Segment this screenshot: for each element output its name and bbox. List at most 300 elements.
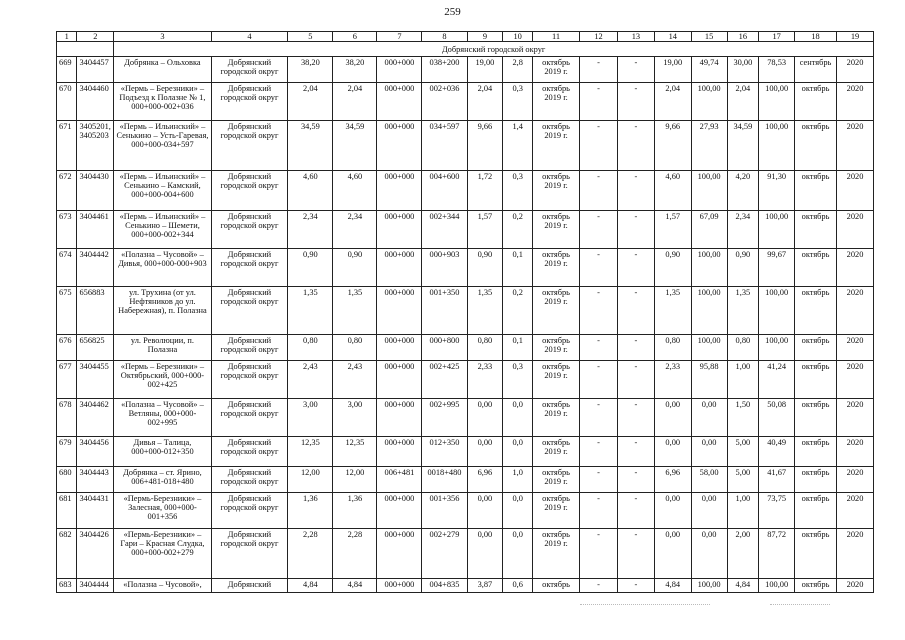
table-cell-col-3: Дивья – Талица, 000+000-012+350 [114, 437, 211, 467]
table-cell-col-14: 4,84 [654, 579, 691, 593]
column-number: 16 [727, 32, 759, 42]
table-cell-col-10: 0,6 [503, 579, 533, 593]
table-cell-col-4: Добрянский городской округ [211, 211, 288, 249]
table-cell-col-14: 0,00 [654, 529, 691, 579]
table-cell-col-8: 002+344 [422, 211, 467, 249]
table-cell-col-6: 2,43 [333, 361, 377, 399]
column-number: 10 [503, 32, 533, 42]
table-cell-col-1: 681 [57, 493, 77, 529]
table-cell-col-1: 674 [57, 249, 77, 287]
table-cell-col-13: - [617, 57, 654, 83]
table-cell-col-11: октябрь [533, 579, 580, 593]
table-cell-col-12: - [580, 399, 618, 437]
table-cell-col-5: 0,80 [288, 335, 333, 361]
table-cell-col-19: 2020 [837, 121, 874, 171]
table-cell-col-4: Добрянский [211, 579, 288, 593]
table-cell-col-3: «Пермь – Ильинский» – Сенькино – Шемети, 000+000-002+344 [114, 211, 211, 249]
table-cell-col-9: 0,00 [467, 529, 503, 579]
table-cell-col-7: 000+000 [377, 529, 422, 579]
table-cell-col-12: - [580, 437, 618, 467]
table-cell-col-3: «Пермь-Березники» – Залесная, 000+000-001+356 [114, 493, 211, 529]
table-cell-col-7: 000+000 [377, 57, 422, 83]
table-cell-col-11: октябрь 2019 г. [533, 121, 580, 171]
column-number: 3 [114, 32, 211, 42]
table-cell-col-8: 000+903 [422, 249, 467, 287]
table-cell-col-15: 0,00 [691, 529, 727, 579]
table-cell-col-13: - [617, 171, 654, 211]
table-cell-col-12: - [580, 121, 618, 171]
table-cell-col-14: 6,96 [654, 467, 691, 493]
table-cell-col-7: 000+000 [377, 437, 422, 467]
table-cell-col-11: октябрь 2019 г. [533, 171, 580, 211]
table-cell-col-9: 2,33 [467, 361, 503, 399]
table-cell-col-16: 5,00 [727, 437, 759, 467]
table-cell-col-5: 2,28 [288, 529, 333, 579]
table-cell-col-19: 2020 [837, 287, 874, 335]
table-cell-col-1: 675 [57, 287, 77, 335]
table-cell-col-14: 2,33 [654, 361, 691, 399]
table-cell-col-6: 3,00 [333, 399, 377, 437]
table-cell-col-10: 0,2 [503, 211, 533, 249]
table-cell-col-9: 2,04 [467, 83, 503, 121]
table-cell-col-12: - [580, 287, 618, 335]
table-cell-col-12: - [580, 83, 618, 121]
table-cell-col-8: 000+800 [422, 335, 467, 361]
table-cell-col-18: октябрь [795, 171, 837, 211]
table-cell-col-14: 9,66 [654, 121, 691, 171]
table-cell-col-10: 0,0 [503, 493, 533, 529]
table-row [57, 211, 874, 249]
table-cell-col-11: октябрь 2019 г. [533, 529, 580, 579]
table-cell-col-3: ул. Трухина (от ул. Нефтяников до ул. Набережная), п. Полазна [114, 287, 211, 335]
table-cell-col-14: 0,90 [654, 249, 691, 287]
table-row [57, 399, 874, 437]
table-cell-col-1: 677 [57, 361, 77, 399]
column-number: 15 [691, 32, 727, 42]
table-cell-col-4: Добрянский городской округ [211, 467, 288, 493]
table-cell-col-14: 0,80 [654, 335, 691, 361]
table-cell-col-5: 2,04 [288, 83, 333, 121]
table-cell-col-6: 0,80 [333, 335, 377, 361]
table-cell-col-15: 0,00 [691, 437, 727, 467]
table-cell-col-6: 12,00 [333, 467, 377, 493]
table-cell-col-13: - [617, 287, 654, 335]
table-cell-col-7: 000+000 [377, 287, 422, 335]
table-cell-col-17: 50,08 [759, 399, 795, 437]
table-cell-col-19: 2020 [837, 335, 874, 361]
table-cell-col-16: 1,00 [727, 361, 759, 399]
table-cell-col-17: 41,67 [759, 467, 795, 493]
table-cell-col-2: 3404455 [77, 361, 114, 399]
table-cell-col-6: 4,60 [333, 171, 377, 211]
table-cell-col-13: - [617, 579, 654, 593]
table-cell-col-4: Добрянский городской округ [211, 399, 288, 437]
table-cell-col-17: 100,00 [759, 121, 795, 171]
table-cell-col-7: 000+000 [377, 121, 422, 171]
table-cell-col-19: 2020 [837, 467, 874, 493]
table-cell-col-4: Добрянский городской округ [211, 437, 288, 467]
table-cell-col-19: 2020 [837, 437, 874, 467]
table-cell-col-16: 1,00 [727, 493, 759, 529]
table-cell-col-14: 0,00 [654, 437, 691, 467]
table-cell-col-9: 0,80 [467, 335, 503, 361]
table-cell-col-2: 3404456 [77, 437, 114, 467]
table-cell-col-3: Добрянка – ст. Ярино, 006+481-018+480 [114, 467, 211, 493]
table-cell-col-10: 1,4 [503, 121, 533, 171]
table-cell-col-14: 1,35 [654, 287, 691, 335]
table-cell-col-13: - [617, 399, 654, 437]
table-cell-col-10: 0,1 [503, 335, 533, 361]
table-cell-col-5: 3,00 [288, 399, 333, 437]
table-cell-col-6: 1,36 [333, 493, 377, 529]
table-cell-col-15: 100,00 [691, 579, 727, 593]
table-cell-col-6: 34,59 [333, 121, 377, 171]
column-number: 6 [333, 32, 377, 42]
table-row [57, 249, 874, 287]
table-cell-col-19: 2020 [837, 83, 874, 121]
table-cell-col-9: 3,87 [467, 579, 503, 593]
column-number: 13 [617, 32, 654, 42]
table-cell-col-16: 2,34 [727, 211, 759, 249]
table-cell-col-17: 40,49 [759, 437, 795, 467]
table-cell-col-14: 19,00 [654, 57, 691, 83]
table-cell-col-9: 1,57 [467, 211, 503, 249]
table-cell-col-5: 1,36 [288, 493, 333, 529]
table-cell-col-6: 2,34 [333, 211, 377, 249]
table-cell-col-7: 000+000 [377, 335, 422, 361]
column-number: 4 [211, 32, 288, 42]
table-cell-col-3: «Пермь – Ильинский» – Сенькино – Усть-Гаревая, 000+000-034+597 [114, 121, 211, 171]
table-cell-col-9: 0,00 [467, 437, 503, 467]
table-cell-col-11: октябрь 2019 г. [533, 361, 580, 399]
column-number: 2 [77, 32, 114, 42]
table-cell-col-1: 670 [57, 83, 77, 121]
table-cell-col-16: 5,00 [727, 467, 759, 493]
table-cell-col-12: - [580, 335, 618, 361]
table-cell-col-19: 2020 [837, 249, 874, 287]
table-cell-col-8: 002+425 [422, 361, 467, 399]
table-cell-col-10: 0,0 [503, 399, 533, 437]
table-row [57, 335, 874, 361]
table-row [57, 287, 874, 335]
table-cell-col-1: 683 [57, 579, 77, 593]
table-cell-col-10: 0,3 [503, 171, 533, 211]
table-cell-col-1: 673 [57, 211, 77, 249]
table-cell-col-12: - [580, 579, 618, 593]
table-cell-col-16: 1,50 [727, 399, 759, 437]
table-cell-col-6: 2,28 [333, 529, 377, 579]
table-row [57, 579, 874, 593]
table-cell-col-12: - [580, 211, 618, 249]
table-cell-col-13: - [617, 335, 654, 361]
column-number: 5 [288, 32, 333, 42]
table-cell-col-9: 19,00 [467, 57, 503, 83]
table-cell-col-15: 100,00 [691, 171, 727, 211]
page-number: 259 [444, 6, 461, 18]
table-cell-col-9: 1,72 [467, 171, 503, 211]
table-cell-col-8: 001+356 [422, 493, 467, 529]
table-cell-col-5: 1,35 [288, 287, 333, 335]
table-cell-col-2: 3404443 [77, 467, 114, 493]
table-cell-col-3: «Пермь-Березники» – Гари – Красная Слудка, 000+000-002+279 [114, 529, 211, 579]
scan-artifact [580, 604, 710, 606]
table-cell-col-18: октябрь [795, 437, 837, 467]
table-cell-col-6: 38,20 [333, 57, 377, 83]
table-cell-col-11: октябрь 2019 г. [533, 83, 580, 121]
table-cell-col-15: 100,00 [691, 83, 727, 121]
scan-artifact [770, 604, 830, 606]
table-cell-col-2: 3404460 [77, 83, 114, 121]
table-cell-col-16: 34,59 [727, 121, 759, 171]
table-cell-col-5: 4,60 [288, 171, 333, 211]
table-cell-col-19: 2020 [837, 171, 874, 211]
table-cell-col-2: 3404444 [77, 579, 114, 593]
table-cell-col-19: 2020 [837, 529, 874, 579]
table-cell-col-12: - [580, 171, 618, 211]
table-cell-col-7: 006+481 [377, 467, 422, 493]
table-cell-col-14: 0,00 [654, 493, 691, 529]
table-cell-col-9: 0,90 [467, 249, 503, 287]
table-cell-col-18: октябрь [795, 579, 837, 593]
table-cell-col-11: октябрь 2019 г. [533, 211, 580, 249]
table-cell-col-3: «Полазна – Чусовой» – Ветляны, 000+000-002+995 [114, 399, 211, 437]
table-cell-col-16: 1,35 [727, 287, 759, 335]
table-cell-col-13: - [617, 437, 654, 467]
table-cell-col-1: 672 [57, 171, 77, 211]
column-number: 14 [654, 32, 691, 42]
table-cell-col-10: 1,0 [503, 467, 533, 493]
table-cell-col-8: 034+597 [422, 121, 467, 171]
table-cell-col-2: 3404431 [77, 493, 114, 529]
table-cell-col-8: 002+036 [422, 83, 467, 121]
table-cell-col-8: 004+600 [422, 171, 467, 211]
table-cell-col-2: 3404457 [77, 57, 114, 83]
table-cell-col-8: 001+350 [422, 287, 467, 335]
table-row [57, 121, 874, 171]
table-cell-col-1: 669 [57, 57, 77, 83]
table-cell-col-17: 91,30 [759, 171, 795, 211]
column-number: 1 [57, 32, 77, 42]
table-cell-col-3: «Пермь – Березники» – Октябрьский, 000+000-002+425 [114, 361, 211, 399]
table-cell-col-11: октябрь 2019 г. [533, 493, 580, 529]
table-cell-col-6: 1,35 [333, 287, 377, 335]
group-title: Добрянский городской округ [114, 42, 874, 57]
table-cell-col-11: октябрь 2019 г. [533, 57, 580, 83]
table-cell-col-17: 100,00 [759, 579, 795, 593]
table-cell-col-3: ул. Революции, п. Полазна [114, 335, 211, 361]
table-cell-col-5: 12,35 [288, 437, 333, 467]
table-cell-col-19: 2020 [837, 399, 874, 437]
table-cell-col-16: 0,80 [727, 335, 759, 361]
table-cell-col-10: 0,1 [503, 249, 533, 287]
table-row [57, 437, 874, 467]
table-cell-col-9: 0,00 [467, 399, 503, 437]
table-cell-col-18: октябрь [795, 335, 837, 361]
table-cell-col-19: 2020 [837, 211, 874, 249]
column-number-row [57, 32, 874, 42]
table-cell-col-4: Добрянский городской округ [211, 335, 288, 361]
table-cell-col-14: 2,04 [654, 83, 691, 121]
table-cell-col-6: 0,90 [333, 249, 377, 287]
table-cell-col-5: 38,20 [288, 57, 333, 83]
table-cell-col-13: - [617, 121, 654, 171]
table-cell-col-19: 2020 [837, 361, 874, 399]
table-cell-col-2: 3404430 [77, 171, 114, 211]
table-cell-col-17: 100,00 [759, 83, 795, 121]
table-row [57, 171, 874, 211]
table-cell-col-13: - [617, 361, 654, 399]
table-cell-col-18: октябрь [795, 211, 837, 249]
table-cell-col-16: 4,84 [727, 579, 759, 593]
table-cell-col-2: 3404461 [77, 211, 114, 249]
table-cell-col-8: 002+279 [422, 529, 467, 579]
table-cell-col-18: октябрь [795, 249, 837, 287]
table-cell-col-14: 4,60 [654, 171, 691, 211]
table-cell-col-19: 2020 [837, 493, 874, 529]
group-empty-cell [57, 42, 114, 57]
table-cell-col-4: Добрянский городской округ [211, 171, 288, 211]
column-number: 17 [759, 32, 795, 42]
table-cell-col-13: - [617, 211, 654, 249]
table-cell-col-4: Добрянский городской округ [211, 493, 288, 529]
table-cell-col-9: 0,00 [467, 493, 503, 529]
table-cell-col-7: 000+000 [377, 211, 422, 249]
table-cell-col-10: 0,0 [503, 437, 533, 467]
table-cell-col-5: 4,84 [288, 579, 333, 593]
table-cell-col-12: - [580, 467, 618, 493]
table-cell-col-10: 0,3 [503, 361, 533, 399]
table-cell-col-8: 038+200 [422, 57, 467, 83]
table-cell-col-15: 49,74 [691, 57, 727, 83]
table-cell-col-15: 27,93 [691, 121, 727, 171]
table-cell-col-17: 41,24 [759, 361, 795, 399]
table-cell-col-2: 656825 [77, 335, 114, 361]
table-cell-col-19: 2020 [837, 579, 874, 593]
table-cell-col-9: 9,66 [467, 121, 503, 171]
table-cell-col-2: 3405201, 3405203 [77, 121, 114, 171]
table-row [57, 361, 874, 399]
roads-table [56, 31, 874, 593]
table-cell-col-1: 678 [57, 399, 77, 437]
table-cell-col-17: 100,00 [759, 211, 795, 249]
column-number: 8 [422, 32, 467, 42]
group-row [57, 42, 874, 57]
table-cell-col-11: октябрь 2019 г. [533, 249, 580, 287]
table-cell-col-2: 3404462 [77, 399, 114, 437]
table-cell-col-8: 012+350 [422, 437, 467, 467]
column-number: 9 [467, 32, 503, 42]
table-cell-col-3: «Полазна – Чусовой», [114, 579, 211, 593]
table-cell-col-9: 1,35 [467, 287, 503, 335]
table-cell-col-2: 3404426 [77, 529, 114, 579]
table-cell-col-4: Добрянский городской округ [211, 529, 288, 579]
table-cell-col-15: 100,00 [691, 335, 727, 361]
table-cell-col-4: Добрянский городской округ [211, 249, 288, 287]
table-cell-col-14: 1,57 [654, 211, 691, 249]
table-cell-col-11: октябрь 2019 г. [533, 467, 580, 493]
table-cell-col-18: октябрь [795, 399, 837, 437]
table-cell-col-15: 67,09 [691, 211, 727, 249]
table-cell-col-19: 2020 [837, 57, 874, 83]
table-cell-col-13: - [617, 83, 654, 121]
table-cell-col-18: октябрь [795, 83, 837, 121]
table-cell-col-15: 100,00 [691, 287, 727, 335]
table-cell-col-11: октябрь 2019 г. [533, 399, 580, 437]
table-cell-col-13: - [617, 529, 654, 579]
table-cell-col-5: 0,90 [288, 249, 333, 287]
table-cell-col-10: 2,8 [503, 57, 533, 83]
table-cell-col-8: 0018+480 [422, 467, 467, 493]
table-cell-col-1: 682 [57, 529, 77, 579]
table-cell-col-15: 0,00 [691, 493, 727, 529]
table-cell-col-18: октябрь [795, 361, 837, 399]
table-cell-col-7: 000+000 [377, 83, 422, 121]
table-cell-col-11: октябрь 2019 г. [533, 437, 580, 467]
table-cell-col-1: 679 [57, 437, 77, 467]
table-row [57, 529, 874, 579]
table-cell-col-11: октябрь 2019 г. [533, 287, 580, 335]
table-cell-col-4: Добрянский городской округ [211, 83, 288, 121]
table-row [57, 493, 874, 529]
table-cell-col-8: 002+995 [422, 399, 467, 437]
table-cell-col-1: 680 [57, 467, 77, 493]
table-cell-col-6: 12,35 [333, 437, 377, 467]
table-cell-col-9: 6,96 [467, 467, 503, 493]
table-cell-col-17: 78,53 [759, 57, 795, 83]
table-cell-col-17: 100,00 [759, 287, 795, 335]
table-cell-col-1: 676 [57, 335, 77, 361]
table-cell-col-17: 87,72 [759, 529, 795, 579]
table-cell-col-18: октябрь [795, 493, 837, 529]
table-cell-col-11: октябрь 2019 г. [533, 335, 580, 361]
table-cell-col-14: 0,00 [654, 399, 691, 437]
table-cell-col-15: 100,00 [691, 249, 727, 287]
table-cell-col-12: - [580, 361, 618, 399]
table-row [57, 83, 874, 121]
table-cell-col-12: - [580, 529, 618, 579]
table-cell-col-16: 30,00 [727, 57, 759, 83]
table-cell-col-15: 0,00 [691, 399, 727, 437]
table-cell-col-18: октябрь [795, 287, 837, 335]
table-cell-col-5: 2,34 [288, 211, 333, 249]
table-cell-col-13: - [617, 493, 654, 529]
table-cell-col-12: - [580, 57, 618, 83]
table-cell-col-13: - [617, 467, 654, 493]
column-number: 19 [837, 32, 874, 42]
table-cell-col-15: 95,88 [691, 361, 727, 399]
table-cell-col-18: октябрь [795, 467, 837, 493]
table-cell-col-15: 58,00 [691, 467, 727, 493]
table-cell-col-7: 000+000 [377, 361, 422, 399]
table-cell-col-4: Добрянский городской округ [211, 287, 288, 335]
table-cell-col-12: - [580, 493, 618, 529]
table-cell-col-12: - [580, 249, 618, 287]
table-cell-col-7: 000+000 [377, 579, 422, 593]
table-cell-col-8: 004+835 [422, 579, 467, 593]
table-cell-col-4: Добрянский городской округ [211, 57, 288, 83]
table-row [57, 57, 874, 83]
table-cell-col-18: октябрь [795, 529, 837, 579]
table-cell-col-10: 0,3 [503, 83, 533, 121]
table-cell-col-2: 3404442 [77, 249, 114, 287]
table-cell-col-17: 73,75 [759, 493, 795, 529]
table-cell-col-3: «Пермь – Ильинский» – Сенькино – Камский, 000+000-004+600 [114, 171, 211, 211]
table-cell-col-7: 000+000 [377, 249, 422, 287]
column-number: 18 [795, 32, 837, 42]
table-cell-col-7: 000+000 [377, 493, 422, 529]
table-cell-col-3: «Полазна – Чусовой» – Дивья, 000+000-000+903 [114, 249, 211, 287]
table-cell-col-10: 0,2 [503, 287, 533, 335]
